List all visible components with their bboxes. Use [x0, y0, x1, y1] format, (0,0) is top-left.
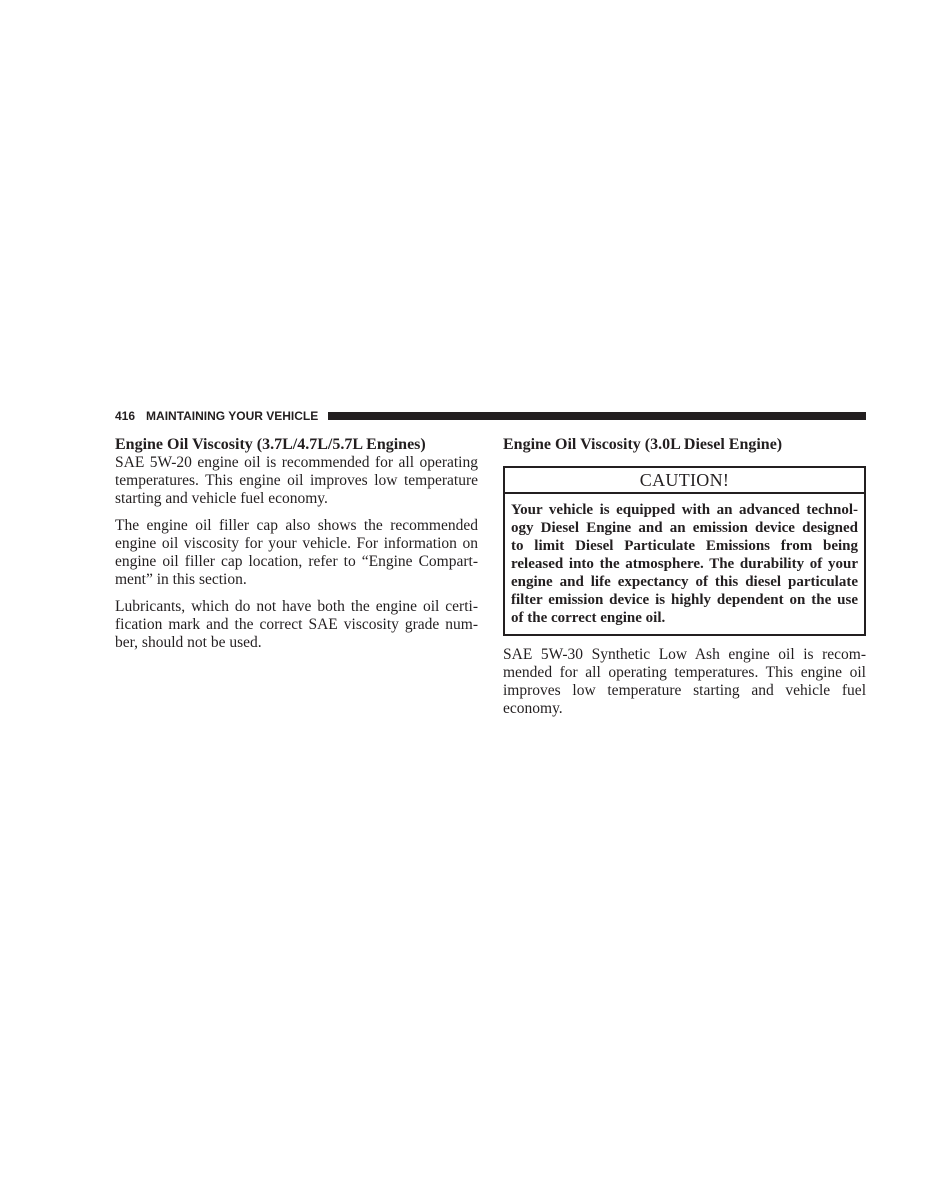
text-line: ogy Diesel Engine and an emission device designed: [511, 520, 858, 536]
text-line: filter emission device is highly dependent on the use: [511, 592, 858, 608]
text-line: SAE 5W-20 engine oil is recommended for all operating: [115, 454, 478, 471]
page-header: [115, 409, 866, 423]
text-line: engine and life expectancy of this diesel particulate: [511, 574, 858, 590]
section-title: MAINTAINING YOUR VEHICLE: [146, 409, 319, 423]
text-line: improves low temperature starting and vehicle fuel: [503, 682, 866, 699]
section-heading: Engine Oil Viscosity (3.0L Diesel Engine): [503, 436, 783, 453]
paragraph: [503, 646, 866, 718]
text-line: fication mark and the correct SAE viscosity grade num-: [115, 616, 478, 633]
caution-box: [503, 466, 866, 636]
text-line: engine oil viscosity for your vehicle. For information on: [115, 535, 478, 552]
text-line: economy.: [503, 700, 563, 717]
text-line: temperatures. This engine oil improves low temperature: [115, 472, 478, 489]
text-line: ment” in this section.: [115, 571, 247, 588]
text-line: Your vehicle is equipped with an advanced technol-: [511, 502, 858, 518]
text-line: SAE 5W-30 Synthetic Low Ash engine oil is recom-: [503, 646, 866, 663]
text-line: Lubricants, which do not have both the engine oil certi-: [115, 598, 478, 615]
paragraph: [115, 517, 478, 589]
text-line: ber, should not be used.: [115, 634, 262, 651]
header-rule: [328, 412, 866, 420]
text-line: The engine oil filler cap also shows the recommended: [115, 517, 478, 534]
text-line: released into the atmosphere. The durability of your: [511, 556, 858, 572]
text-line: mended for all operating temperatures. This engine oil: [503, 664, 866, 681]
caution-text: [505, 494, 864, 634]
page-number: 416: [115, 409, 136, 423]
right-column: [503, 436, 866, 718]
text-line: starting and vehicle fuel economy.: [115, 490, 328, 507]
section-heading: Engine Oil Viscosity (3.7L/4.7L/5.7L Engines): [115, 436, 426, 453]
caution-title: CAUTION!: [505, 468, 864, 494]
text-line: of the correct engine oil.: [511, 610, 666, 626]
paragraph: [115, 454, 478, 508]
left-column: [115, 436, 478, 652]
paragraph: [115, 598, 478, 652]
text-line: to limit Diesel Particulate Emissions from being: [511, 538, 858, 554]
text-line: engine oil filler cap location, refer to “Engine Compart-: [115, 553, 478, 570]
